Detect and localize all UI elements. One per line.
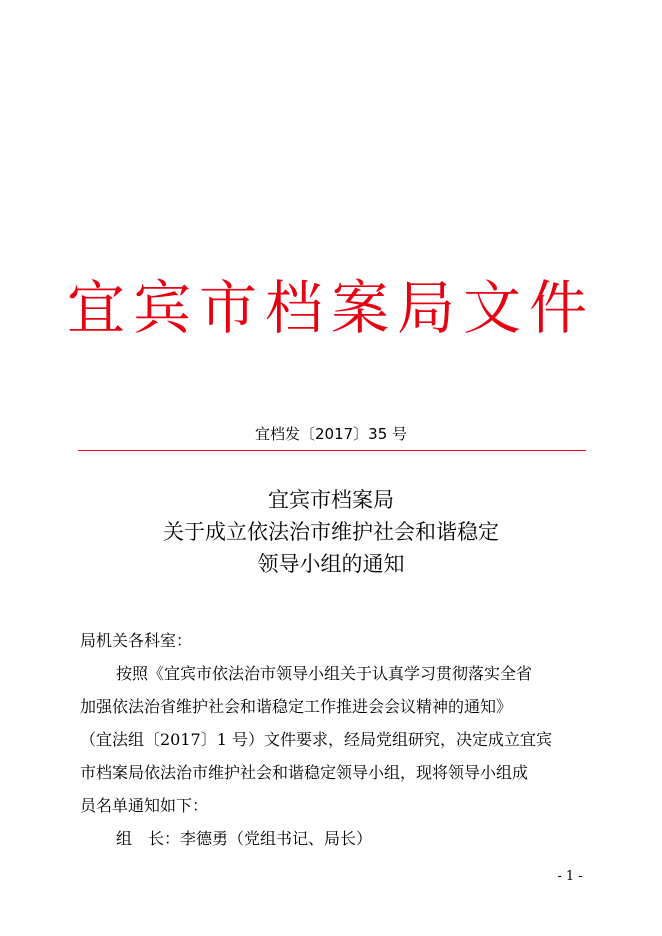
page-number: - 1 -: [557, 869, 583, 884]
document-number: 宜档发〔2017〕35 号: [254, 425, 408, 443]
paragraph-line: 按照《宜宾市依法治市领导小组关于认真学习贯彻落实全省: [116, 664, 533, 683]
red-divider-line: [78, 450, 586, 451]
document-header-title: 宜宾市档案局文件: [66, 274, 595, 342]
paragraph-line: （宜法组〔2017〕1 号）文件要求，经局党组研究，决定成立宜宾: [80, 730, 552, 749]
notice-body: [80, 624, 588, 855]
leader-entry: 组 长：李德勇（党组书记、局长）: [116, 829, 373, 848]
salutation: 局机关各科室：: [80, 631, 193, 650]
notice-title-line-3: 领导小组的通知: [257, 552, 405, 576]
notice-title: [0, 484, 662, 580]
notice-title-line-2: 关于成立依法治市维护社会和谐稳定: [163, 520, 499, 544]
notice-title-line-1: 宜宾市档案局: [268, 488, 394, 512]
paragraph-line: 加强依法治省维护社会和谐稳定工作推进会会议精神的通知》: [80, 697, 513, 716]
paragraph-line: 市档案局依法治市维护社会和谐稳定领导小组，现将领导小组成: [80, 763, 529, 782]
paragraph-line: 员名单通知如下：: [80, 796, 209, 815]
